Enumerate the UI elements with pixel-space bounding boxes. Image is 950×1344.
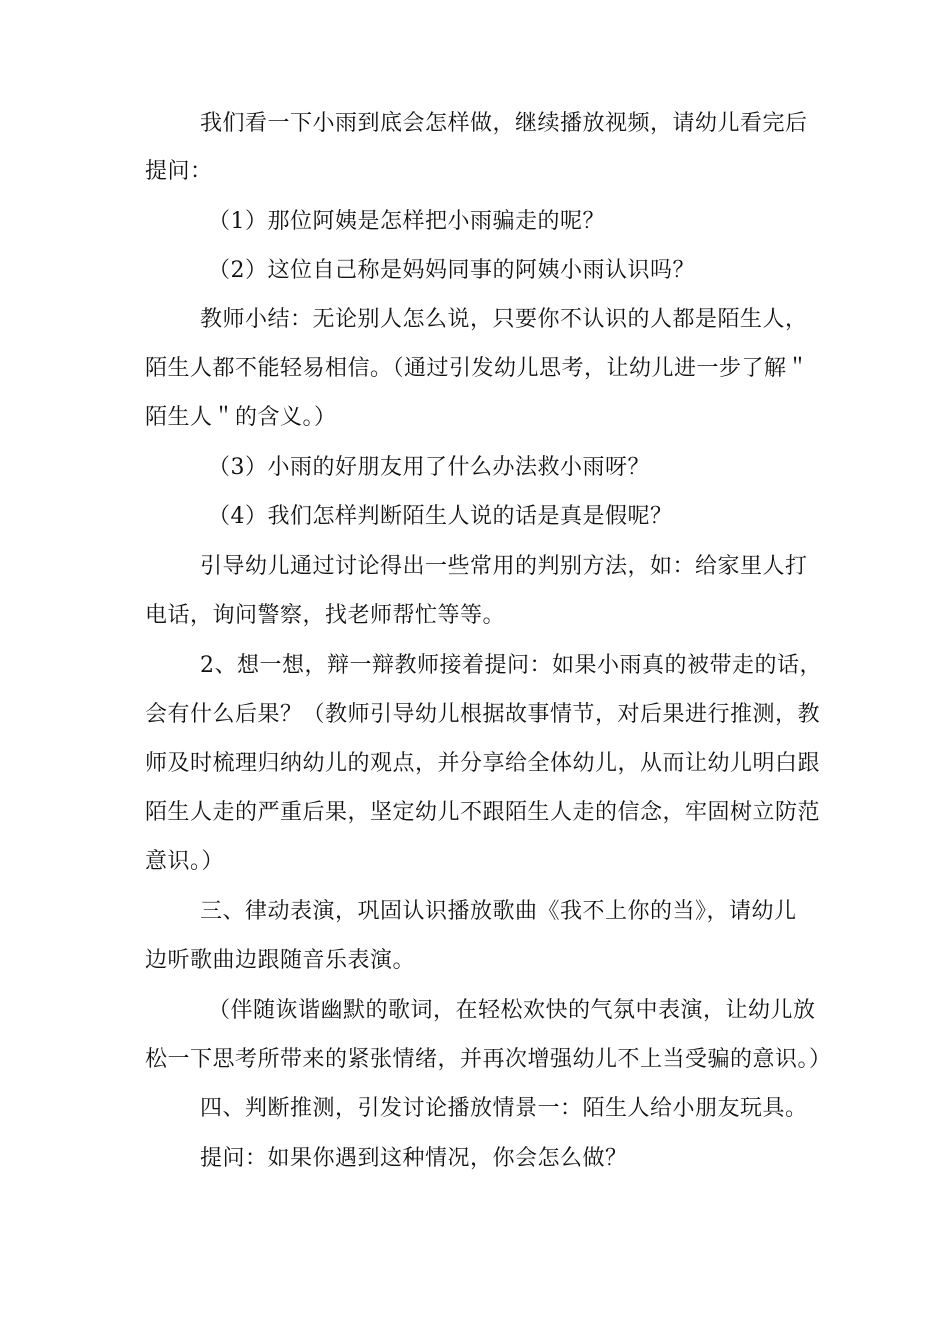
paragraph-line: 会有什么后果？（教师引导幼儿根据故事情节，对后果进行推测，教 xyxy=(145,702,821,727)
paragraph-line: 提问： xyxy=(145,159,213,184)
paragraph-line: 师及时梳理归纳幼儿的观点，并分享给全体幼儿，从而让幼儿明白跟 xyxy=(145,751,821,776)
paragraph-line: 电话，询问警察，找老师帮忙等等。 xyxy=(145,603,506,628)
paragraph-line: （伴随诙谐幽默的歌词，在轻松欢快的气氛中表演，让幼儿放 xyxy=(208,998,816,1023)
list-item: （2）这位自己称是妈妈同事的阿姨小雨认识吗？ xyxy=(208,258,695,283)
paragraph-line: 边听歌曲边跟随音乐表演。 xyxy=(145,948,416,973)
list-item: （4）我们怎样判断陌生人说的话是真是假呢？ xyxy=(208,504,673,529)
section-heading-line: 三、律动表演，巩固认识播放歌曲《我不上你的当》，请幼儿 xyxy=(200,899,797,924)
paragraph-line: 教师小结：无论别人怎么说，只要你不认识的人都是陌生人， xyxy=(200,307,808,332)
paragraph-line: 陌生人走的严重后果，坚定幼儿不跟陌生人走的信念，牢固树立防范 xyxy=(145,800,821,825)
paragraph-line: 松一下思考所带来的紧张情绪，并再次增强幼儿不上当受骗的意识。） xyxy=(145,1047,832,1072)
paragraph-line: 我们看一下小雨到底会怎样做，继续播放视频，请幼儿看完后 xyxy=(200,111,808,136)
paragraph-line: 引导幼儿通过讨论得出一些常用的判别方法，如：给家里人打 xyxy=(200,554,808,579)
paragraph-line: 陌生人都不能轻易相信。（通过引发幼儿思考，让幼儿进一步了解＂ xyxy=(145,356,810,381)
paragraph-line: 提问：如果你遇到这种情况，你会怎么做？ xyxy=(200,1146,628,1171)
list-item: （3）小雨的好朋友用了什么办法救小雨呀？ xyxy=(208,455,650,480)
list-item: （1）那位阿姨是怎样把小雨骗走的呢？ xyxy=(208,209,605,234)
section-heading-line: 2、想一想，辩一辩教师接着提问：如果小雨真的被带走的话， xyxy=(200,653,822,678)
paragraph-line: 意识。） xyxy=(145,849,225,874)
section-heading-line: 四、判断推测，引发讨论播放情景一：陌生人给小朋友玩具。 xyxy=(200,1096,808,1121)
paragraph-line: 陌生人＂的含义。） xyxy=(145,405,337,430)
